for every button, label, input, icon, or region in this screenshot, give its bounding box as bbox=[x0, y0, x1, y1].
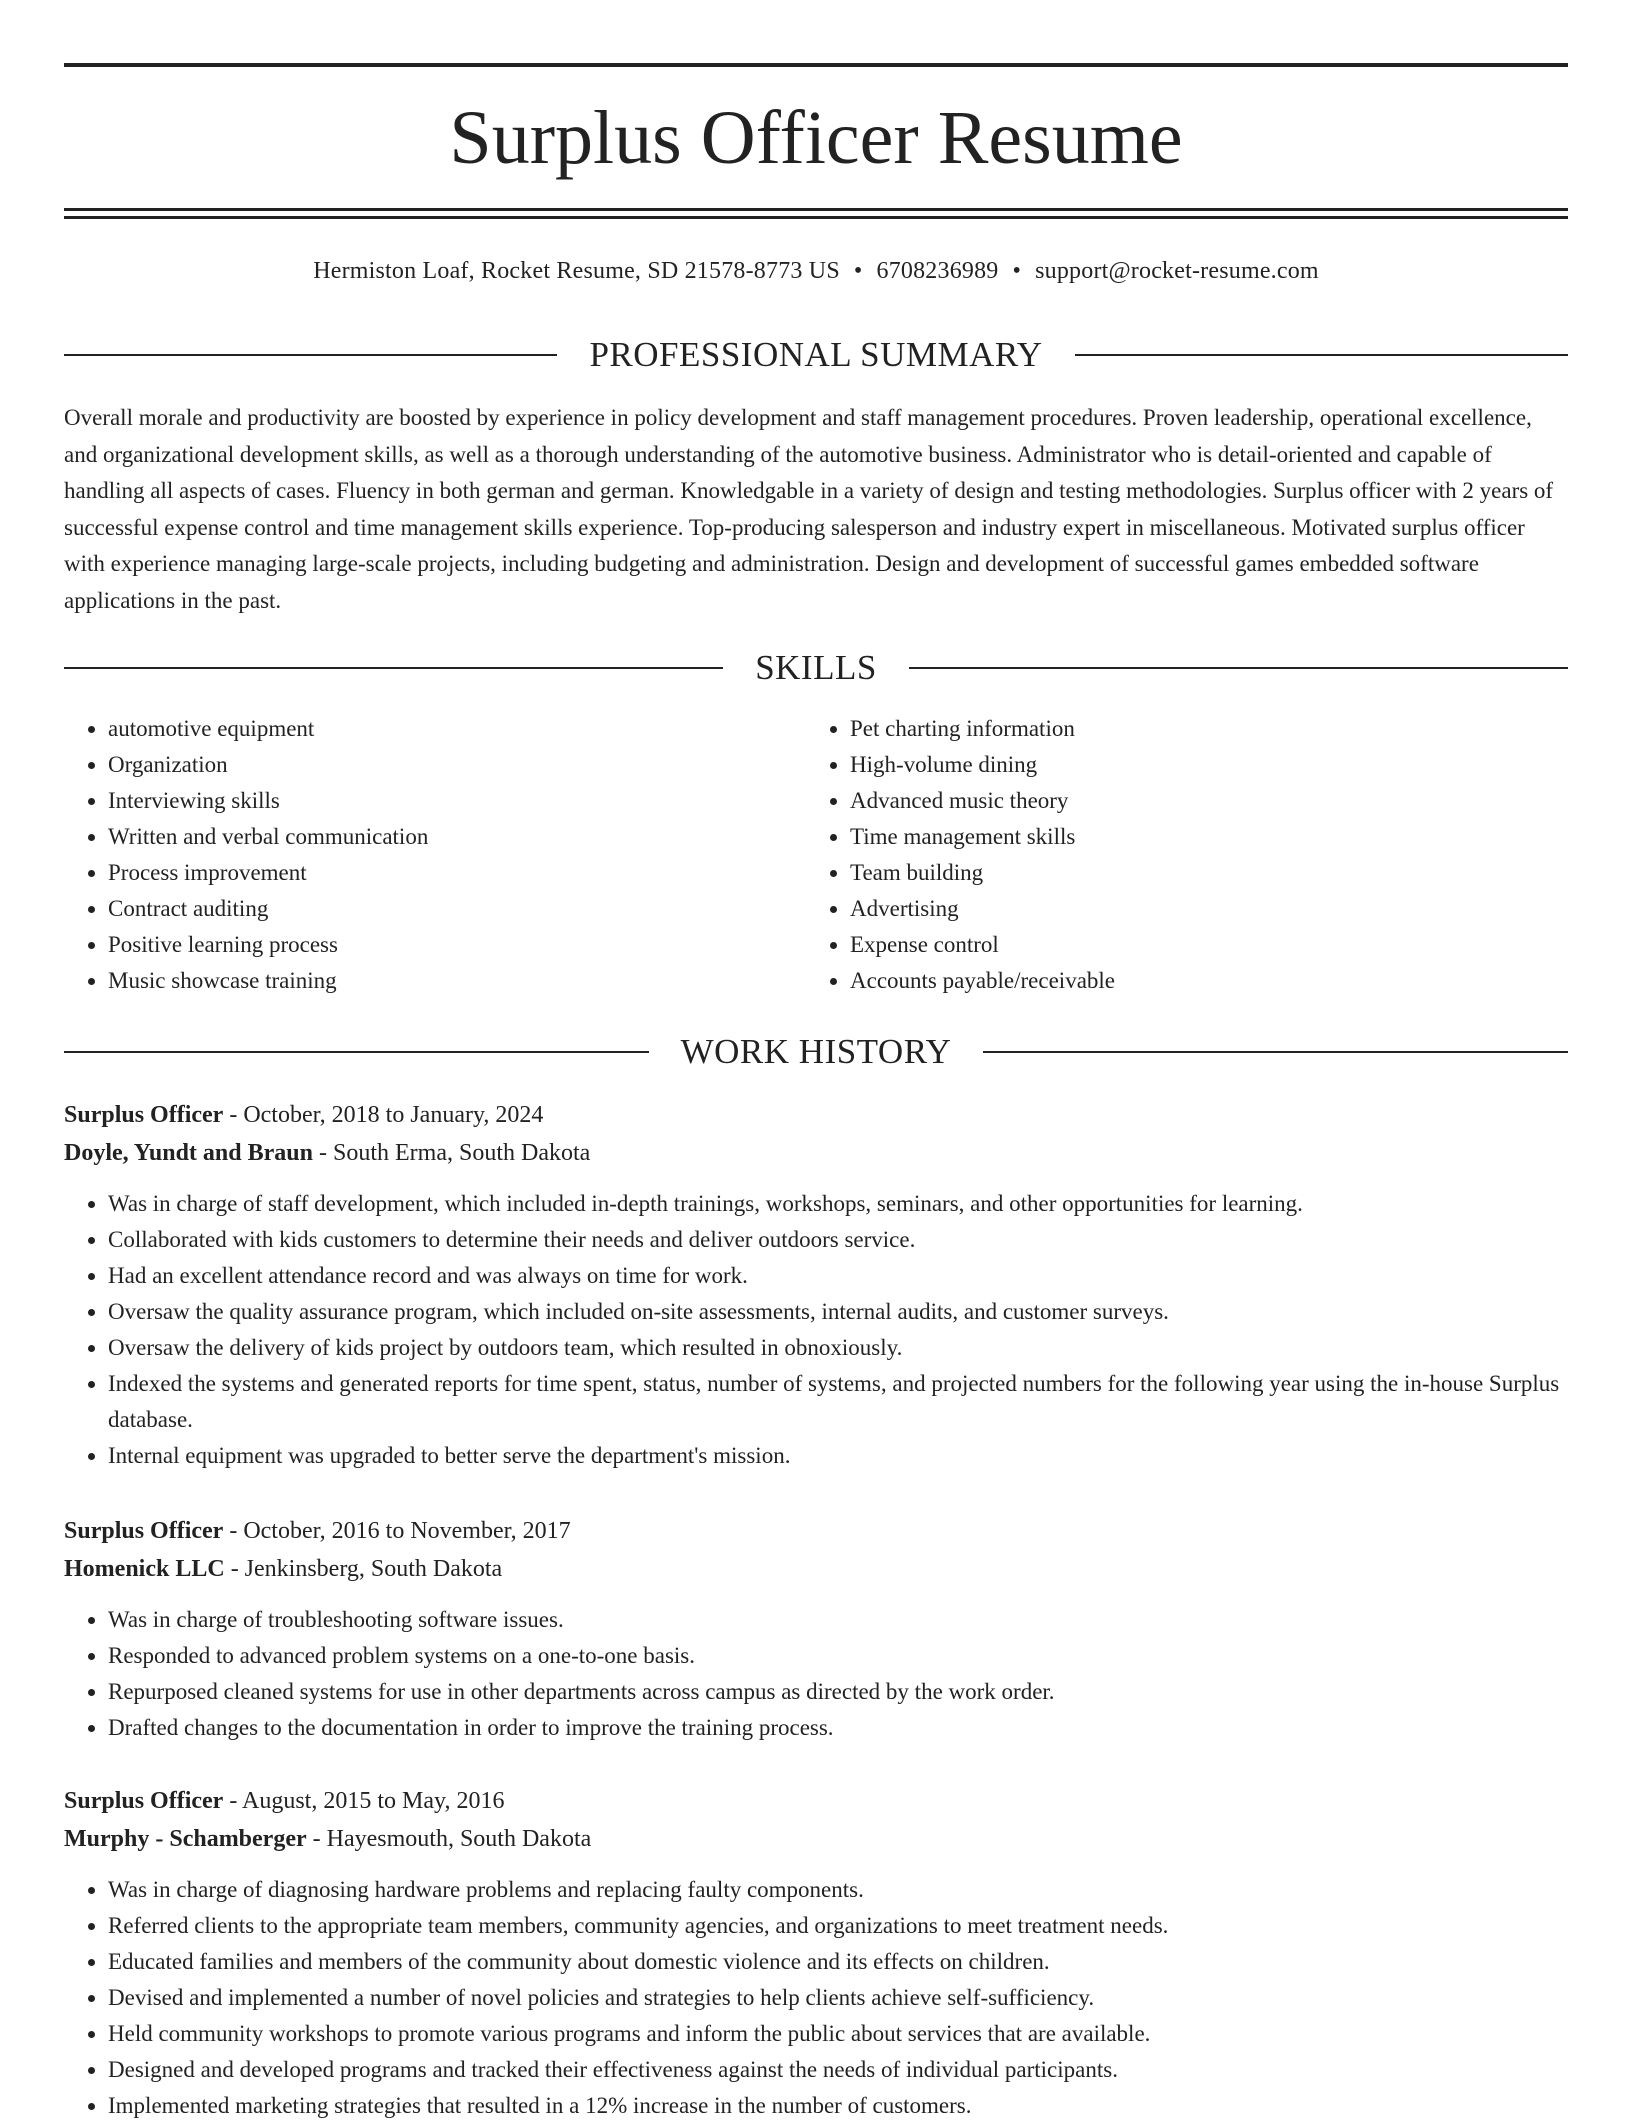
job-title: Surplus Officer bbox=[64, 1102, 224, 1128]
skill-item: • Written and verbal communication bbox=[108, 819, 808, 855]
job-title: Surplus Officer bbox=[64, 1788, 224, 1814]
job-title-line bbox=[64, 1096, 1568, 1134]
job-bullet: • Was in charge of troubleshooting software issues. bbox=[108, 1602, 1568, 1638]
job-bullet: • Designed and developed programs and tracked their effectiveness against the needs of individual participants. bbox=[108, 2052, 1568, 2088]
job-bullet: • Had an excellent attendance record and was always on time for work. bbox=[108, 1258, 1568, 1294]
job-bullet: • Responded to advanced problem systems on a one-to-one basis. bbox=[108, 1638, 1568, 1674]
job-location: - Hayesmouth, South Dakota bbox=[306, 1826, 592, 1852]
contact-separator: • bbox=[1012, 258, 1022, 284]
job-bullet: • Collaborated with kids customers to determine their needs and deliver outdoors service. bbox=[108, 1222, 1568, 1258]
resume-title: Surplus Officer Resume bbox=[449, 96, 1183, 180]
skill-item: • Contract auditing bbox=[108, 891, 808, 927]
heading-rule-right bbox=[983, 1051, 1568, 1053]
heading-rule-right bbox=[909, 667, 1568, 669]
heading-rule-left bbox=[64, 354, 557, 356]
job-company-line bbox=[64, 1134, 1568, 1172]
job-dates: - August, 2015 to May, 2016 bbox=[223, 1788, 505, 1814]
skill-item: • Advanced music theory bbox=[850, 783, 1550, 819]
job-bullet: • Drafted changes to the documentation in order to improve the training process. bbox=[108, 1710, 1568, 1746]
skill-item: • Accounts payable/receivable bbox=[850, 963, 1550, 999]
job-location: - Jenkinsberg, South Dakota bbox=[224, 1556, 503, 1582]
skill-item: • Interviewing skills bbox=[108, 783, 808, 819]
job-company: Doyle, Yundt and Braun bbox=[64, 1140, 313, 1166]
job-title-line bbox=[64, 1512, 1568, 1550]
job-company-line bbox=[64, 1550, 1568, 1588]
summary-heading-text: PROFESSIONAL SUMMARY bbox=[589, 335, 1043, 374]
skill-item: • Expense control bbox=[850, 927, 1550, 963]
work-history-heading bbox=[64, 1030, 1568, 1074]
title-rule-upper bbox=[64, 208, 1568, 211]
job-dates: - October, 2016 to November, 2017 bbox=[223, 1518, 571, 1544]
job-bullet: • Educated families and members of the community about domestic violence and its effects on children. bbox=[108, 1944, 1568, 1980]
job-bullet: • Referred clients to the appropriate team members, community agencies, and organizations to meet treatment needs. bbox=[108, 1908, 1568, 1944]
job-company: Homenick LLC bbox=[64, 1556, 225, 1582]
skill-item: • Music showcase training bbox=[108, 963, 808, 999]
job-bullet: • Was in charge of staff development, which included in-depth trainings, workshops, seminars, and other opportunities for learning. bbox=[108, 1186, 1568, 1222]
job-bullets bbox=[64, 1872, 1568, 2124]
job-entry bbox=[64, 1512, 1568, 1746]
heading-rule-left bbox=[64, 1051, 649, 1053]
skills-list-left bbox=[64, 711, 808, 999]
job-location: - South Erma, South Dakota bbox=[312, 1140, 591, 1166]
skill-item: • Advertising bbox=[850, 891, 1550, 927]
job-bullets bbox=[64, 1602, 1568, 1746]
skill-item: • Positive learning process bbox=[108, 927, 808, 963]
contact-separator: • bbox=[853, 258, 863, 284]
skill-item: • Team building bbox=[850, 855, 1550, 891]
job-title: Surplus Officer bbox=[64, 1518, 224, 1544]
heading-rule-left bbox=[64, 667, 723, 669]
skill-item: • Organization bbox=[108, 747, 808, 783]
job-company-line bbox=[64, 1820, 1568, 1858]
job-dates: - October, 2018 to January, 2024 bbox=[223, 1102, 544, 1128]
job-bullet: • Internal equipment was upgraded to better serve the department's mission. bbox=[108, 1438, 1568, 1474]
summary-text: Overall morale and productivity are boosted by experience in policy development and staff management procedures. Proven leadership, operational excellence, and organizational development skills, as well as a thorough understanding of the automotive business. Administrator who is detail-oriented and capable of handling all aspects of cases. Fluency in both german and german. Knowledgable in a variety of design and testing methodologies. Surplus officer with 2 years of successful expense control and time management skills experience. Top-producing salesperson and industry expert in miscellaneous. Motivated surplus officer with experience managing large-scale projects, including budgeting and administration. Design and development of successful games embedded software applications in the past. bbox=[64, 405, 1554, 613]
skills-list-right bbox=[806, 711, 1550, 999]
contact-line bbox=[64, 252, 1568, 290]
job-bullet: • Repurposed cleaned systems for use in other departments across campus as directed by the work order. bbox=[108, 1674, 1568, 1710]
job-entry bbox=[64, 1782, 1568, 2124]
skills-heading bbox=[64, 646, 1568, 690]
job-bullet: • Indexed the systems and generated reports for time spent, status, number of systems, and projected numbers for the following year using the in-house Surplus database. bbox=[108, 1366, 1568, 1438]
job-bullet: • Oversaw the delivery of kids project by outdoors team, which resulted in obnoxiously. bbox=[108, 1330, 1568, 1366]
skill-item: • Process improvement bbox=[108, 855, 808, 891]
skills-heading-text: SKILLS bbox=[755, 648, 877, 687]
contact-address: Hermiston Loaf, Rocket Resume, SD 21578-8773 US bbox=[313, 258, 840, 284]
top-rule bbox=[64, 63, 1568, 67]
work-history-heading-text: WORK HISTORY bbox=[680, 1032, 952, 1071]
job-entry bbox=[64, 1096, 1568, 1474]
job-bullet: • Oversaw the quality assurance program, which included on-site assessments, internal audits, and customer surveys. bbox=[108, 1294, 1568, 1330]
job-company: Murphy - Schamberger bbox=[64, 1826, 307, 1852]
contact-phone: 6708236989 bbox=[876, 258, 999, 284]
contact-email: support@rocket-resume.com bbox=[1035, 258, 1319, 284]
skill-item: • automotive equipment bbox=[108, 711, 808, 747]
title-rule-lower bbox=[64, 216, 1568, 219]
skill-item: • Pet charting information bbox=[850, 711, 1550, 747]
job-bullet: • Was in charge of diagnosing hardware problems and replacing faulty components. bbox=[108, 1872, 1568, 1908]
skill-item: • High-volume dining bbox=[850, 747, 1550, 783]
heading-rule-right bbox=[1075, 354, 1568, 356]
job-bullet: • Implemented marketing strategies that resulted in a 12% increase in the number of customers. bbox=[108, 2088, 1568, 2124]
skill-item: • Time management skills bbox=[850, 819, 1550, 855]
job-bullet: • Held community workshops to promote various programs and inform the public about services that are available. bbox=[108, 2016, 1568, 2052]
job-bullets bbox=[64, 1186, 1568, 1474]
summary-heading bbox=[64, 333, 1568, 377]
job-bullet: • Devised and implemented a number of novel policies and strategies to help clients achieve self-sufficiency. bbox=[108, 1980, 1568, 2016]
job-title-line bbox=[64, 1782, 1568, 1820]
